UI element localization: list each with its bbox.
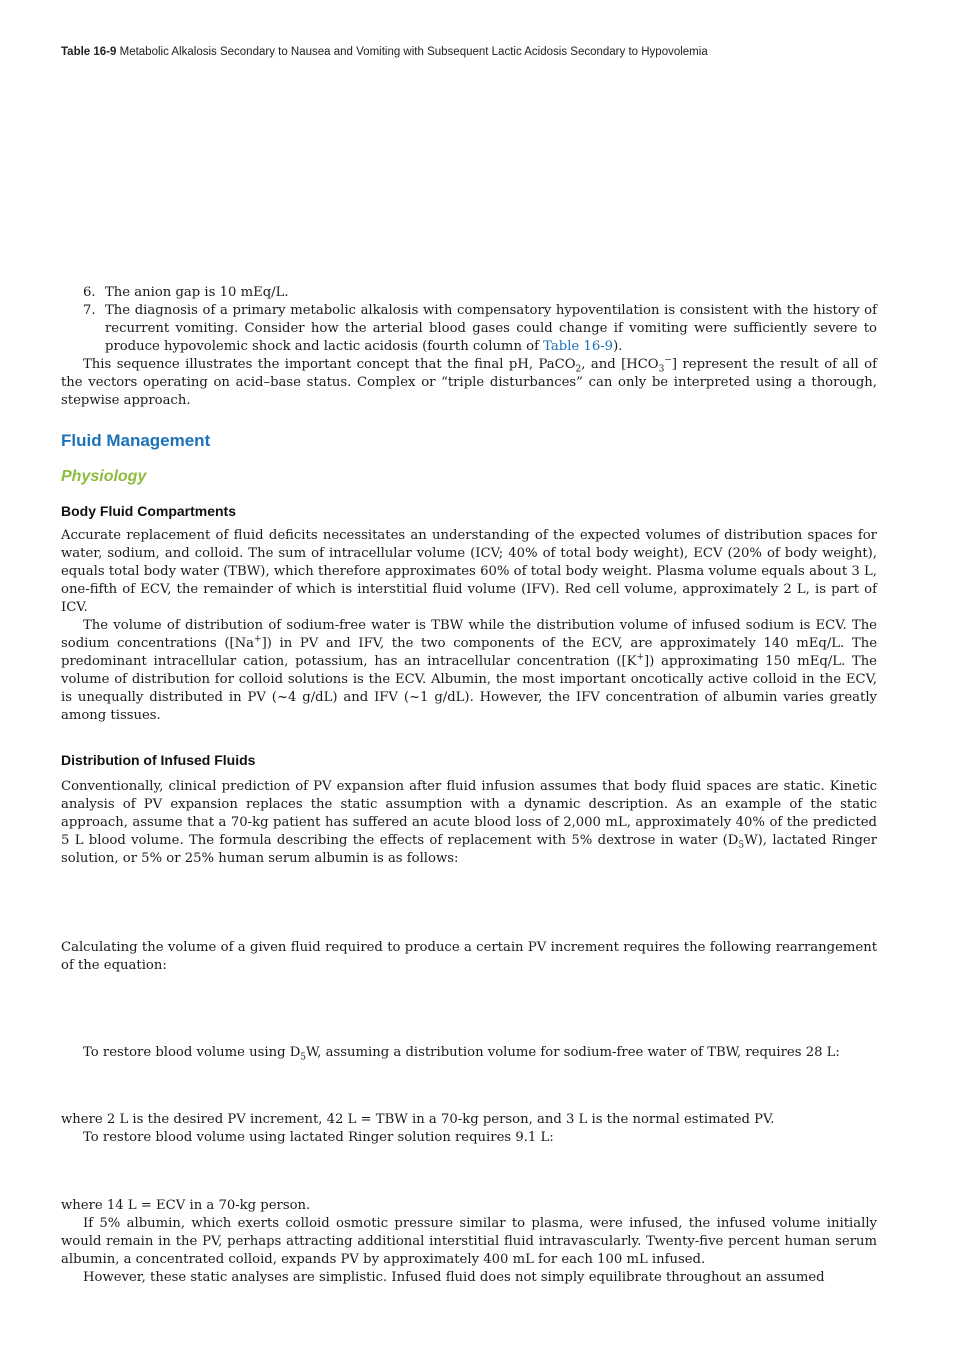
heading-body-fluid-compartments: Body Fluid Compartments [61, 503, 237, 519]
table-label: Table 16-9 [61, 46, 117, 58]
list-number: 6. [83, 285, 96, 300]
text-part: W), lactated Ringer solution, or 5% or 25% human serum albumin is as follows: [61, 833, 877, 866]
list-text-part: ). [613, 339, 623, 354]
distribution-paragraph-4 [61, 1111, 877, 1147]
heading-physiology: Physiology [61, 468, 147, 485]
subscript: 3 [658, 364, 665, 375]
heading-fluid-management: Fluid Management [61, 431, 211, 450]
list-text-part: The diagnosis of a primary metabolic alkalosis with compensatory hypoventilation is consistent with the history of recurrent vomiting. Consider how the arterial blood gases could change if vomiting were sufficiently severe to produce hypovolemic shock and lactic acidosis (fourth column of [105, 303, 877, 354]
distribution-paragraph-3 [61, 1044, 877, 1062]
text-part: The volume of distribution of sodium-free water is TBW while the distribution volume of infused sodium is ECV. The sodium concentrations ([Na [61, 618, 877, 651]
paragraph: If 5% albumin, which exerts colloid osmotic pressure similar to plasma, were infused, the infused volume initially would remain in the PV, perhaps attracting additional interstitial fluid intravascularly. Twenty-five percent human serum albumin, a concentrated colloid, expands PV by approximately 400 mL for each 100 mL infused. [61, 1216, 877, 1267]
paragraph: Accurate replacement of fluid deficits necessitates an understanding of the expected volumes of distribution spaces for water, sodium, and colloid. The sum of intracellular volume (ICV; 40% of total body weight), ECV (20% of body weight), equals total body water (TBW), which therefore approximates 60% of total body weight. Plasma volume equals about 3 L, one-fifth of ECV, the remainder of which is interstitial fluid volume (IFV). Red cell volume, approximately 2 L, is part of ICV. [61, 528, 877, 615]
superscript: + [254, 634, 262, 645]
table-link[interactable]: Table 16-9 [543, 339, 614, 354]
text-part: To restore blood volume using D [83, 1045, 301, 1060]
list-item [61, 302, 877, 356]
paragraph: To restore blood volume using lactated Ringer solution requires 9.1 L: [83, 1130, 554, 1145]
subscript: 2 [575, 364, 582, 375]
sequence-paragraph [61, 356, 877, 410]
subscript: 5 [300, 1052, 307, 1063]
superscript: − [664, 355, 672, 366]
paragraph: where 2 L is the desired PV increment, 42 L = TBW in a 70-kg person, and 3 L is the normal estimated PV. [61, 1112, 775, 1127]
text-part: Conventionally, clinical prediction of PV expansion after fluid infusion assumes that body fluid spaces are static. Kinetic analysis of PV expansion replaces the static assumption with a dynamic description. As an example of the static approach, assume that a 70-kg patient has suffered an acute blood loss of 2,000 mL, approximately 40% of the predicted 5 L blood volume. The formula describing the effects of replacement with 5% dextrose in water (D [61, 779, 877, 848]
distribution-paragraph-5 [61, 1197, 877, 1287]
subscript: 5 [738, 840, 745, 851]
text-part: , and [HCO [581, 357, 659, 372]
text-part: W, assuming a distribution volume for sodium-free water of TBW, requires 28 L: [306, 1045, 840, 1060]
superscript: + [636, 652, 645, 663]
distribution-paragraph-2: Calculating the volume of a given fluid required to produce a certain PV increment requires the following rearrangement of the equation: [61, 940, 877, 973]
paragraph [61, 617, 877, 725]
table-title: Metabolic Alkalosis Secondary to Nausea and Vomiting with Subsequent Lactic Acidosis Secondary to Hypovolemia [119, 46, 708, 58]
list-number: 7. [83, 303, 96, 318]
text-part: This sequence illustrates the important concept that the final pH, PaCO [83, 357, 576, 372]
paragraph: where 14 L = ECV in a 70-kg person. [61, 1198, 311, 1213]
heading-distribution: Distribution of Infused Fluids [61, 752, 256, 768]
text-part: ] represent the result of all of the vectors operating on acid–base status. Complex or “triple disturbances” can only be interpreted using a thorough, stepwise approach. [61, 357, 878, 408]
table-caption [61, 46, 877, 58]
paragraph: However, these static analyses are simplistic. Infused fluid does not simply equilibrate throughout an assumed [83, 1270, 825, 1285]
text-part: ]) in PV and IFV, the two components of the ECV, are approximately 140 mEq/L. The predominant intracellular cation, potassium, has an intracellular concentration ([K [61, 636, 877, 669]
compartments-section [61, 527, 877, 725]
list-item [61, 284, 877, 302]
list-text: The anion gap is 10 mEq/L. [105, 285, 289, 300]
text-part: ]) approximating 150 mEq/L. The volume of distribution for colloid solutions is the ECV. Albumin, the most important oncotically active colloid in the ECV, is unequally distributed in PV (~4 g/dL) and IFV (~1 g/dL). However, the IFV concentration of albumin varies greatly among tissues. [61, 654, 877, 723]
list-text [105, 302, 877, 356]
numbered-list [61, 284, 877, 410]
distribution-paragraph-1 [61, 778, 877, 868]
